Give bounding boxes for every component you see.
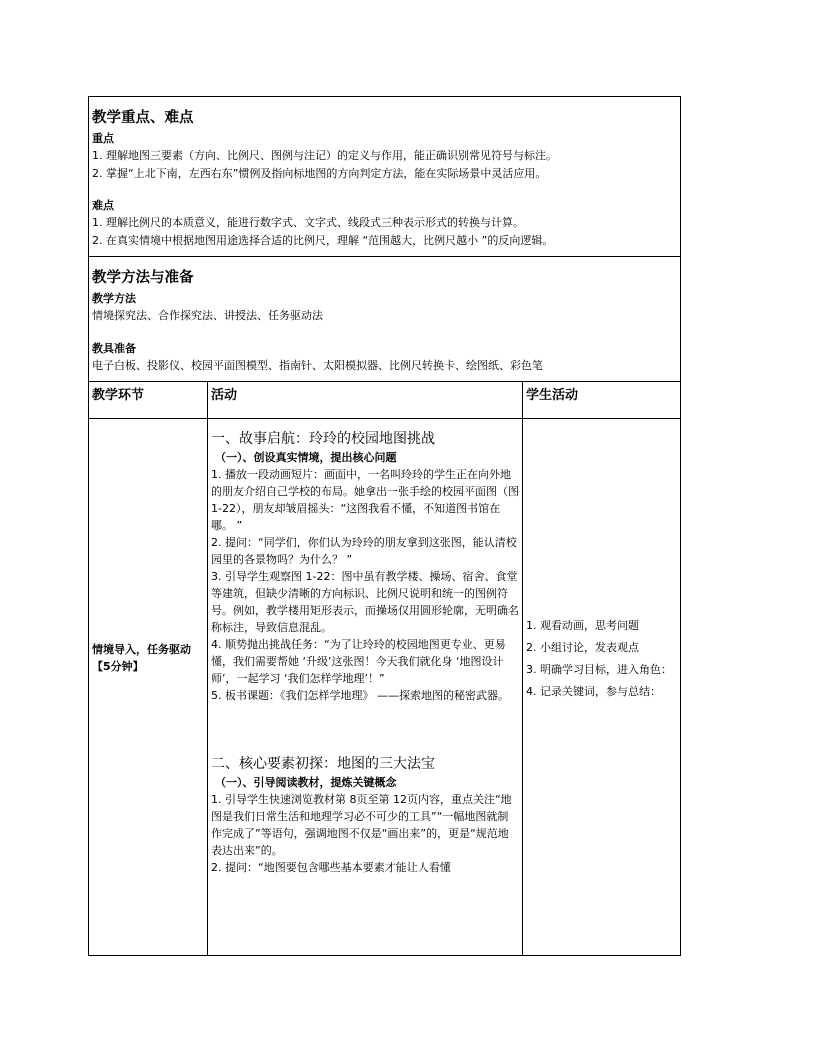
activity-subheading: （一）、创设真实情境，提出核心问题: [215, 451, 397, 464]
header-stage: 教学环节: [89, 382, 208, 419]
activity-paragraph: 3. 引导学生观察图 1-22：图中虽有教学楼、操场、宿舍、食堂等建筑，但缺少清晰的方向标识、比例尺说明和统一的图例符号。例如，教学楼用矩形表示，而操场仅用圆形轮廓，无明确名称标注，导致信息混乱。: [211, 570, 519, 634]
activity-paragraph: 2. 提问：“同学们，你们认为玲玲的朋友拿到这张图，能认清校园里的各景物吗？为什么？ ”: [211, 536, 517, 566]
section-methods: [89, 257, 681, 382]
stage-label: 情境导入，任务驱动【5分钟】: [92, 643, 191, 673]
section-key-points: [89, 97, 681, 257]
lesson-plan-page: [88, 96, 680, 956]
focus-item: 2. 掌握“上北下南，左西右东”惯例及指向标地图的方向判定方法，能在实际场景中灵活应用。: [92, 166, 547, 180]
activity-heading: 一、故事启航：玲玲的校园地图挑战: [211, 431, 435, 447]
methods-label: 教学方法: [92, 292, 136, 305]
difficulty-item: 1. 理解比例尺的本质意义，能进行数字式、文字式、线段式三种表示形式的转换与计算。: [92, 216, 524, 229]
student-activities: [526, 419, 677, 700]
methods-text: 情境探究法、合作探究法、讲授法、任务驱动法: [92, 309, 323, 322]
difficulty-item: 2. 在真实情境中根据地图用途选择合适的比例尺，理解 “范围越大，比例尺越小 ”的反向逻辑。: [92, 233, 554, 247]
activity-paragraph: 1. 引导学生快速浏览教材第 8页至第 12页内容，重点关注“地图是我们日常生活和地理学习必不可少的工具”“一幅地图就制作完成了”等语句，强调地图不仅是“画出来”的，更是“规范地表达出来”的。: [211, 793, 512, 857]
focus-item: 1. 理解地图三要素（方向、比例尺、图例与注记）的定义与作用，能正确识别常见符号与标注。: [92, 149, 557, 162]
section-title: 教学方法与准备: [92, 270, 194, 286]
activity-heading: 二、核心要素初探：地图的三大法宝: [211, 756, 435, 772]
activity-paragraph: 5. 板书课题：《我们怎样学地理》 ——探索地图的秘密武器。: [211, 689, 509, 702]
activity-subheading: （一）、引导阅读教材，提炼关键概念: [215, 776, 397, 789]
tools-text: 电子白板、投影仪、校园平面图模型、指南针、太阳模拟器、比例尺转换卡、绘图纸、彩色笔: [92, 358, 543, 372]
activity-paragraph: 4. 顺势抛出挑战任务：“为了让玲玲的校园地图更专业、更易懂，我们需要帮她 ‘升级’这张图！今天我们就化身 ‘地图设计师’，一起学习 ‘我们怎样学地理’！”: [211, 638, 506, 685]
student-item: 1. 观看动画，思考问题: [526, 619, 639, 632]
table-row: [89, 419, 681, 956]
student-item: 2. 小组讨论，发表观点: [526, 641, 639, 654]
difficulty-label: 难点: [92, 199, 114, 212]
table-header-row: [89, 382, 681, 419]
student-item: 3. 明确学习目标，进入角色：: [526, 663, 672, 676]
activity-paragraph: 2. 提问：“地图要包含哪些基本要素才能让人看懂: [211, 861, 451, 874]
section-title: 教学重点、难点: [92, 110, 194, 126]
header-student: 学生活动: [523, 382, 681, 419]
student-item: 4. 记录关键词，参与总结：: [526, 685, 661, 698]
focus-label: 重点: [92, 132, 114, 145]
tools-label: 教具准备: [92, 341, 136, 355]
activity-paragraph: 1. 播放一段动画短片：画面中，一名叫玲玲的学生正在向外地的朋友介绍自己学校的布局。她拿出一张手绘的校园平面图（图 1-22），朋友却皱眉摇头：“这图我看不懂，不知道图书馆在哪。 ”: [211, 468, 519, 532]
header-activity: 活动: [208, 382, 523, 419]
lesson-plan-table: [88, 96, 681, 956]
